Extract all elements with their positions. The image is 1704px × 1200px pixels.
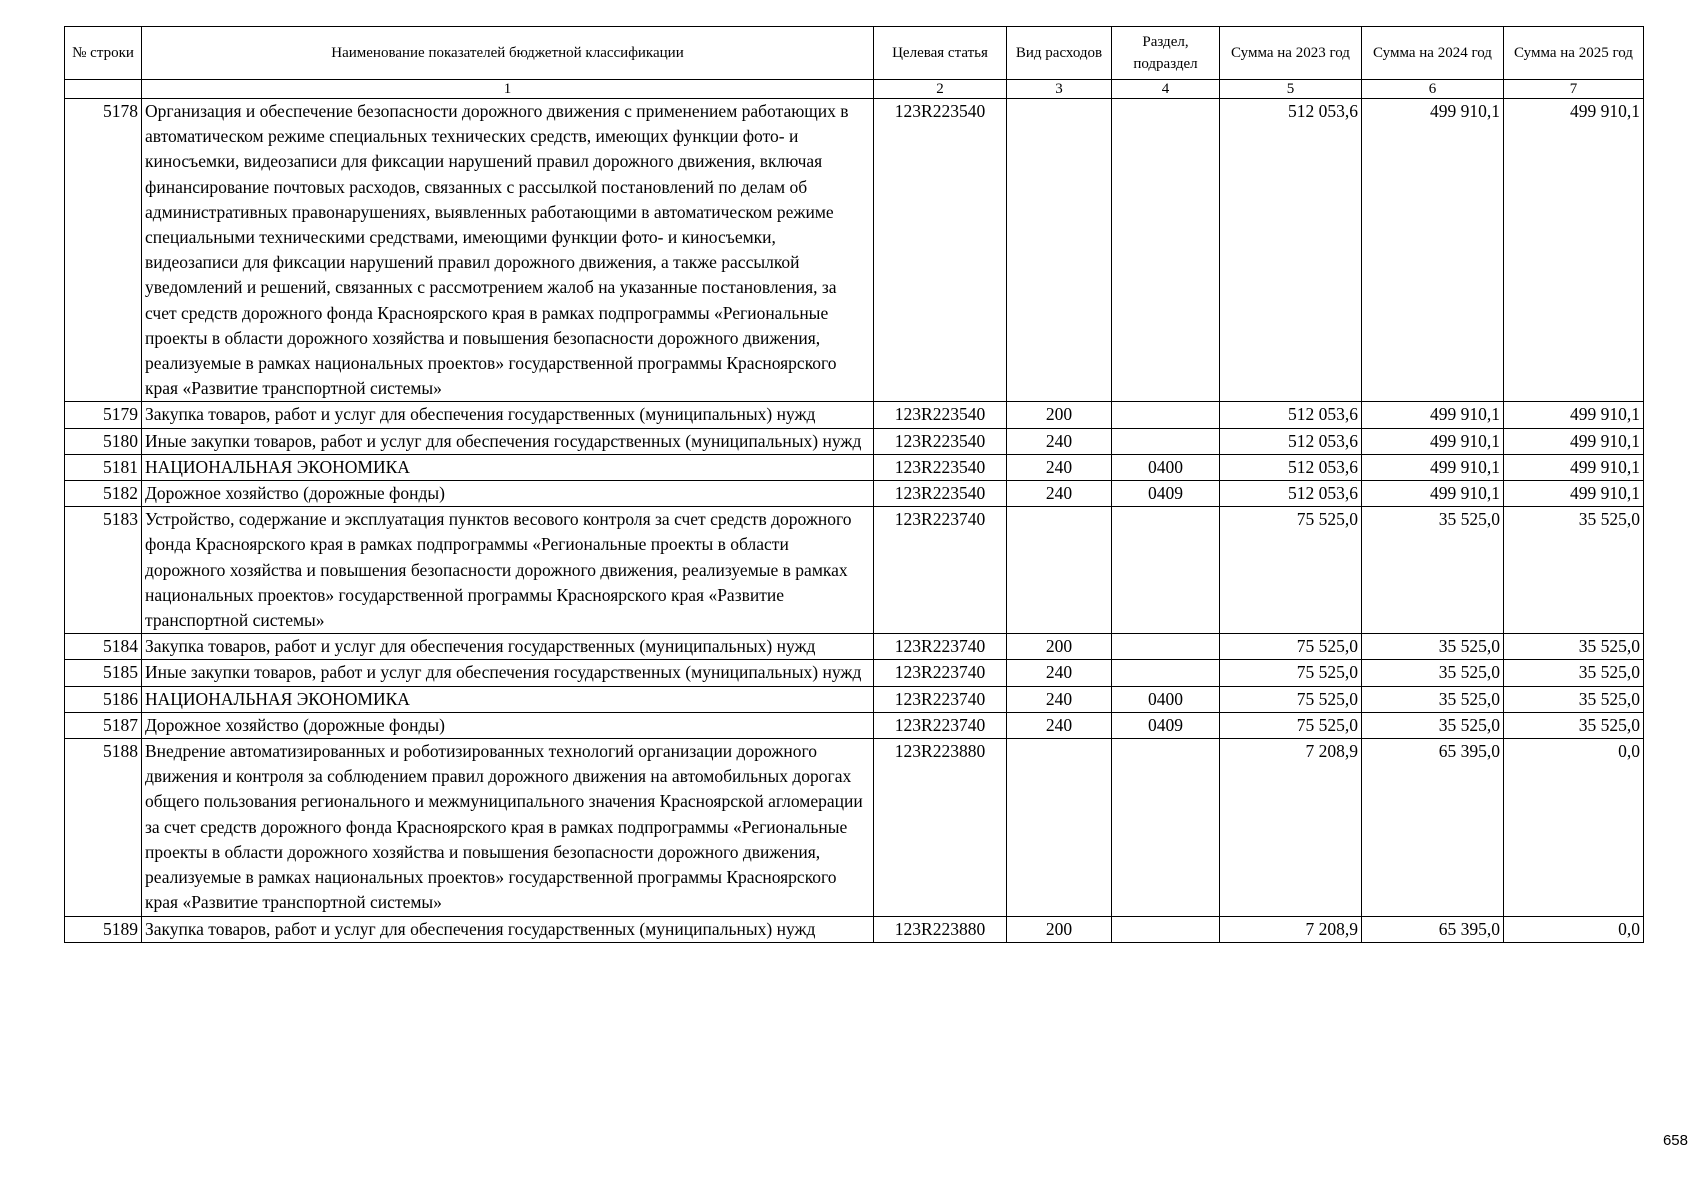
table-row bbox=[65, 481, 1644, 507]
target-article-cell: 123R223540 bbox=[874, 402, 1007, 428]
row-number-cell: 5189 bbox=[65, 916, 142, 942]
table-row bbox=[65, 402, 1644, 428]
sum-2023-cell: 512 053,6 bbox=[1220, 481, 1362, 507]
table-row bbox=[65, 634, 1644, 660]
sum-2023-cell: 75 525,0 bbox=[1220, 712, 1362, 738]
sum-2025-cell: 35 525,0 bbox=[1504, 634, 1644, 660]
column-number: 3 bbox=[1007, 80, 1112, 99]
table-row bbox=[65, 99, 1644, 402]
expense-type-cell: 240 bbox=[1007, 686, 1112, 712]
section-cell bbox=[1112, 660, 1220, 686]
sum-2025-cell: 35 525,0 bbox=[1504, 507, 1644, 634]
sum-2025-cell: 35 525,0 bbox=[1504, 712, 1644, 738]
budget-table bbox=[64, 26, 1644, 943]
name-cell: Иные закупки товаров, работ и услуг для обеспечения государственных (муниципальных) нужд bbox=[142, 660, 874, 686]
sum-2025-cell: 0,0 bbox=[1504, 739, 1644, 916]
sum-2025-cell: 35 525,0 bbox=[1504, 686, 1644, 712]
sum-2024-cell: 35 525,0 bbox=[1362, 634, 1504, 660]
row-number-cell: 5188 bbox=[65, 739, 142, 916]
sum-2023-cell: 7 208,9 bbox=[1220, 739, 1362, 916]
sum-2023-cell: 75 525,0 bbox=[1220, 686, 1362, 712]
table-row bbox=[65, 428, 1644, 454]
sum-2025-cell: 499 910,1 bbox=[1504, 402, 1644, 428]
row-number-cell: 5179 bbox=[65, 402, 142, 428]
target-article-cell: 123R223540 bbox=[874, 481, 1007, 507]
header-sum-2024: Сумма на 2024 год bbox=[1362, 27, 1504, 80]
name-cell: НАЦИОНАЛЬНАЯ ЭКОНОМИКА bbox=[142, 454, 874, 480]
sum-2023-cell: 7 208,9 bbox=[1220, 916, 1362, 942]
sum-2024-cell: 65 395,0 bbox=[1362, 916, 1504, 942]
sum-2023-cell: 512 053,6 bbox=[1220, 428, 1362, 454]
name-cell: Внедрение автоматизированных и роботизированных технологий организации дорожного движения и контроля за соблюдением правил дорожного движения на автомобильных дорогах общего пользования регионального и межмуниципального значения Красноярской агломерации за счет средств дорожного фонда Красноярского края в рамках подпрограммы «Региональные проекты в области дорожного хозяйства и повышения безопасности дорожного движения, реализуемые в рамках национальных проектов» государственной программы Красноярского края «Развитие транспортной системы» bbox=[142, 739, 874, 916]
row-number-cell: 5186 bbox=[65, 686, 142, 712]
sum-2023-cell: 75 525,0 bbox=[1220, 634, 1362, 660]
row-number-cell: 5180 bbox=[65, 428, 142, 454]
section-cell bbox=[1112, 507, 1220, 634]
expense-type-cell: 240 bbox=[1007, 712, 1112, 738]
name-cell: Организация и обеспечение безопасности дорожного движения с применением работающих в автоматическом режиме специальных технических средств, имеющих функции фото- и киносъемки, видеозаписи для фиксации нарушений правил дорожного движения, включая финансирование почтовых расходов, связанных с рассылкой постановлений по делам об административных правонарушениях, выявленных работающими в автоматическом режиме специальными техническими средствами, имеющими функции фото- и киносъемки, видеозаписи для фиксации нарушений правил дорожного движения, а также рассылкой уведомлений и решений, связанных с рассмотрением жалоб на указанные постановления, за счет средств дорожного фонда Красноярского края в рамках подпрограммы «Региональные проекты в области дорожного хозяйства и повышения безопасности дорожного движения, реализуемые в рамках национальных проектов» государственной программы Красноярского края «Развитие транспортной системы» bbox=[142, 99, 874, 402]
header-section: Раздел, подраздел bbox=[1112, 27, 1220, 80]
expense-type-cell: 200 bbox=[1007, 634, 1112, 660]
expense-type-cell: 240 bbox=[1007, 428, 1112, 454]
name-cell: Иные закупки товаров, работ и услуг для обеспечения государственных (муниципальных) нужд bbox=[142, 428, 874, 454]
section-cell bbox=[1112, 739, 1220, 916]
column-number: 2 bbox=[874, 80, 1007, 99]
sum-2024-cell: 65 395,0 bbox=[1362, 739, 1504, 916]
target-article-cell: 123R223540 bbox=[874, 99, 1007, 402]
sum-2025-cell: 499 910,1 bbox=[1504, 99, 1644, 402]
column-number: 5 bbox=[1220, 80, 1362, 99]
sum-2024-cell: 35 525,0 bbox=[1362, 507, 1504, 634]
target-article-cell: 123R223740 bbox=[874, 634, 1007, 660]
column-number: 7 bbox=[1504, 80, 1644, 99]
column-number: 4 bbox=[1112, 80, 1220, 99]
section-cell: 0400 bbox=[1112, 686, 1220, 712]
header-expense-type: Вид расходов bbox=[1007, 27, 1112, 80]
expense-type-cell bbox=[1007, 507, 1112, 634]
section-cell: 0409 bbox=[1112, 712, 1220, 738]
section-cell bbox=[1112, 916, 1220, 942]
target-article-cell: 123R223540 bbox=[874, 454, 1007, 480]
table-row bbox=[65, 507, 1644, 634]
header-target-article: Целевая статья bbox=[874, 27, 1007, 80]
name-cell: Устройство, содержание и эксплуатация пунктов весового контроля за счет средств дорожного фонда Красноярского края в рамках подпрограммы «Региональные проекты в области дорожного хозяйства и повышения безопасности дорожного движения, реализуемые в рамках национальных проектов» государственной программы Красноярского края «Развитие транспортной системы» bbox=[142, 507, 874, 634]
name-cell: Закупка товаров, работ и услуг для обеспечения государственных (муниципальных) нужд bbox=[142, 916, 874, 942]
row-number-cell: 5187 bbox=[65, 712, 142, 738]
expense-type-cell: 200 bbox=[1007, 916, 1112, 942]
sum-2024-cell: 499 910,1 bbox=[1362, 454, 1504, 480]
row-number-cell: 5183 bbox=[65, 507, 142, 634]
target-article-cell: 123R223540 bbox=[874, 428, 1007, 454]
row-number-cell: 5182 bbox=[65, 481, 142, 507]
header-row bbox=[65, 27, 1644, 80]
expense-type-cell: 240 bbox=[1007, 454, 1112, 480]
target-article-cell: 123R223740 bbox=[874, 660, 1007, 686]
section-cell bbox=[1112, 99, 1220, 402]
row-number-cell: 5178 bbox=[65, 99, 142, 402]
sum-2024-cell: 35 525,0 bbox=[1362, 660, 1504, 686]
table-row bbox=[65, 660, 1644, 686]
header-sum-2025: Сумма на 2025 год bbox=[1504, 27, 1644, 80]
sum-2023-cell: 512 053,6 bbox=[1220, 454, 1362, 480]
column-number: 1 bbox=[142, 80, 874, 99]
section-cell bbox=[1112, 634, 1220, 660]
sum-2023-cell: 512 053,6 bbox=[1220, 99, 1362, 402]
sum-2023-cell: 512 053,6 bbox=[1220, 402, 1362, 428]
expense-type-cell bbox=[1007, 99, 1112, 402]
target-article-cell: 123R223880 bbox=[874, 916, 1007, 942]
sum-2025-cell: 499 910,1 bbox=[1504, 481, 1644, 507]
sum-2024-cell: 499 910,1 bbox=[1362, 99, 1504, 402]
table-body bbox=[65, 99, 1644, 943]
column-number bbox=[65, 80, 142, 99]
name-cell: Закупка товаров, работ и услуг для обеспечения государственных (муниципальных) нужд bbox=[142, 634, 874, 660]
section-cell: 0400 bbox=[1112, 454, 1220, 480]
sum-2024-cell: 499 910,1 bbox=[1362, 428, 1504, 454]
page-number: 658 bbox=[1662, 1132, 1688, 1149]
table-row bbox=[65, 454, 1644, 480]
sum-2023-cell: 75 525,0 bbox=[1220, 660, 1362, 686]
target-article-cell: 123R223740 bbox=[874, 712, 1007, 738]
target-article-cell: 123R223880 bbox=[874, 739, 1007, 916]
target-article-cell: 123R223740 bbox=[874, 686, 1007, 712]
row-number-cell: 5185 bbox=[65, 660, 142, 686]
section-cell: 0409 bbox=[1112, 481, 1220, 507]
row-number-cell: 5181 bbox=[65, 454, 142, 480]
row-number-cell: 5184 bbox=[65, 634, 142, 660]
table-row bbox=[65, 686, 1644, 712]
sum-2024-cell: 499 910,1 bbox=[1362, 402, 1504, 428]
table-row bbox=[65, 739, 1644, 916]
sum-2025-cell: 499 910,1 bbox=[1504, 454, 1644, 480]
sum-2025-cell: 0,0 bbox=[1504, 916, 1644, 942]
sum-2024-cell: 35 525,0 bbox=[1362, 712, 1504, 738]
column-number-row bbox=[65, 80, 1644, 99]
header-name: Наименование показателей бюджетной классификации bbox=[142, 27, 874, 80]
section-cell bbox=[1112, 428, 1220, 454]
expense-type-cell bbox=[1007, 739, 1112, 916]
name-cell: НАЦИОНАЛЬНАЯ ЭКОНОМИКА bbox=[142, 686, 874, 712]
header-sum-2023: Сумма на 2023 год bbox=[1220, 27, 1362, 80]
expense-type-cell: 240 bbox=[1007, 481, 1112, 507]
column-number: 6 bbox=[1362, 80, 1504, 99]
sum-2024-cell: 499 910,1 bbox=[1362, 481, 1504, 507]
name-cell: Дорожное хозяйство (дорожные фонды) bbox=[142, 481, 874, 507]
sum-2023-cell: 75 525,0 bbox=[1220, 507, 1362, 634]
name-cell: Закупка товаров, работ и услуг для обеспечения государственных (муниципальных) нужд bbox=[142, 402, 874, 428]
expense-type-cell: 240 bbox=[1007, 660, 1112, 686]
target-article-cell: 123R223740 bbox=[874, 507, 1007, 634]
name-cell: Дорожное хозяйство (дорожные фонды) bbox=[142, 712, 874, 738]
table-row bbox=[65, 916, 1644, 942]
sum-2025-cell: 35 525,0 bbox=[1504, 660, 1644, 686]
section-cell bbox=[1112, 402, 1220, 428]
header-row-number: № строки bbox=[65, 27, 142, 80]
sum-2025-cell: 499 910,1 bbox=[1504, 428, 1644, 454]
table-row bbox=[65, 712, 1644, 738]
expense-type-cell: 200 bbox=[1007, 402, 1112, 428]
sum-2024-cell: 35 525,0 bbox=[1362, 686, 1504, 712]
